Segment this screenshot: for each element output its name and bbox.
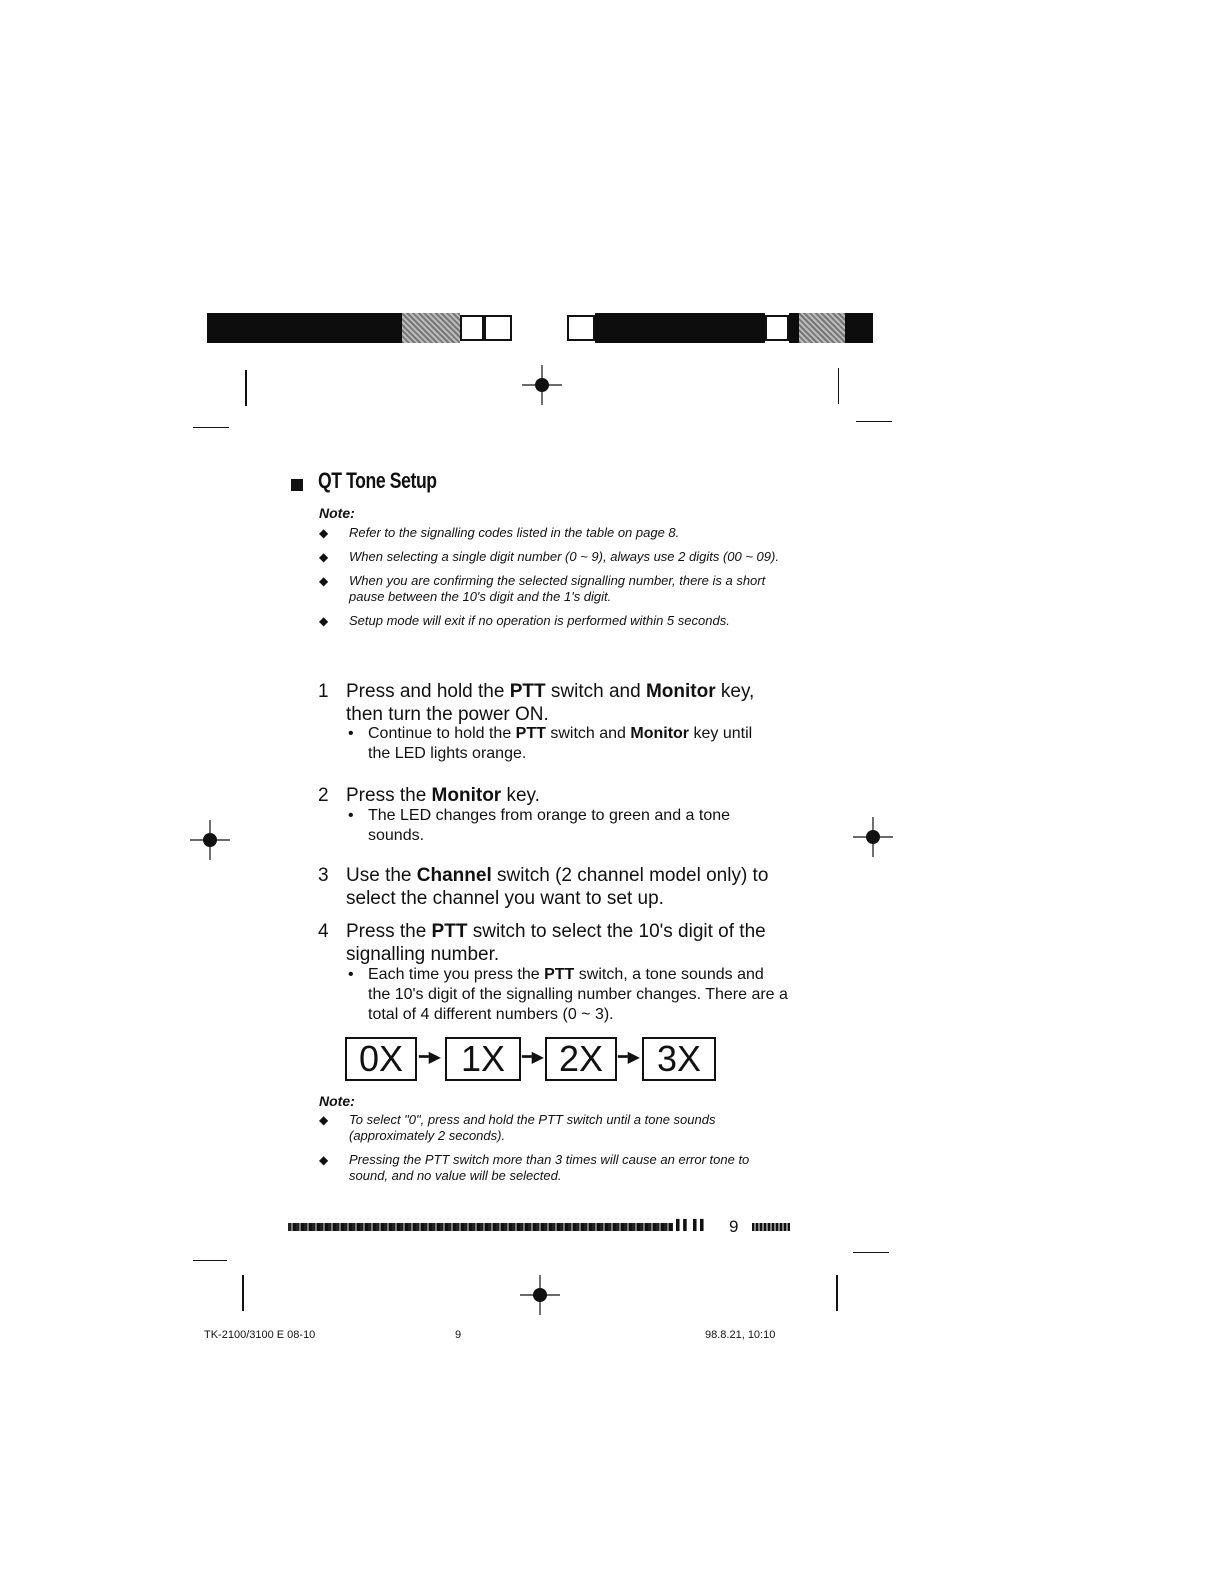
registration-mark-icon (520, 1275, 560, 1315)
digit-box: 1X (445, 1037, 521, 1081)
diamond-bullet-icon: ◆ (319, 574, 329, 588)
crop-mark (836, 1275, 838, 1311)
footer-marks: ▌▌ ▌▌ (676, 1220, 708, 1231)
diamond-bullet-icon: ◆ (319, 526, 329, 540)
note-item: ◆ Pressing the PTT switch more than 3 times will cause an error tone to sound, and no value will be selected. (319, 1152, 750, 1183)
note-label: Note: (319, 505, 355, 521)
note-item: ◆ Refer to the signalling codes listed in the table on page 8. (319, 525, 680, 540)
note-item: ◆ To select "0", press and hold the PTT switch until a tone sounds (approximately 2 seconds). (319, 1112, 716, 1143)
registration-mark-icon (853, 817, 893, 857)
digit-box: 2X (545, 1037, 617, 1081)
slug-left: TK-2100/3100 E 08-10 (204, 1329, 316, 1341)
digit-box: 0X (345, 1037, 417, 1081)
step-number: 4 (318, 921, 329, 942)
step-number: 1 (318, 681, 329, 702)
bullet-dot-icon: • (348, 725, 354, 742)
diamond-bullet-icon: ◆ (319, 550, 329, 564)
note-label: Note: (319, 1093, 355, 1109)
arrow-right-icon: ━▶ (522, 1049, 544, 1066)
section-title: QT Tone Setup (318, 468, 437, 493)
arrow-right-icon: ━▶ (419, 1049, 441, 1066)
step-number: 2 (318, 785, 329, 806)
step-text: Press the Monitor key. (346, 785, 540, 806)
section-bullet-icon (291, 479, 303, 491)
digit-box: 3X (642, 1037, 716, 1081)
diamond-bullet-icon: ◆ (319, 1153, 329, 1167)
slug-center: 9 (455, 1329, 462, 1341)
crop-mark (245, 370, 247, 406)
diamond-bullet-icon: ◆ (319, 1113, 329, 1127)
footer-rule (288, 1223, 673, 1231)
crop-mark (242, 1275, 244, 1311)
bullet-dot-icon: • (348, 966, 354, 983)
registration-mark-icon (522, 365, 562, 405)
step-number: 3 (318, 865, 329, 886)
note-item: ◆ Setup mode will exit if no operation is performed within 5 seconds. (319, 613, 730, 628)
crop-mark (193, 1260, 227, 1261)
bullet-dot-icon: • (348, 807, 354, 824)
step-text: Press the PTT switch to select the 10's digit of the signalling number. (346, 921, 766, 965)
arrow-right-icon: ━▶ (618, 1049, 640, 1066)
crop-mark (856, 421, 892, 422)
step-text: Use the Channel switch (2 channel model only) to select the channel you want to set up. (346, 865, 769, 909)
slug-right: 98.8.21, 10:10 (705, 1329, 776, 1341)
page-number: 9 (729, 1217, 739, 1236)
note-list (319, 1112, 794, 1192)
note-item: ◆ When you are confirming the selected signalling number, there is a short pause between the 10's digit and the 1's digit. (319, 573, 766, 604)
step-text: Press and hold the PTT switch and Monitor key, then turn the power ON. (346, 681, 755, 725)
registration-mark-icon (190, 820, 230, 860)
crop-mark (853, 1252, 889, 1253)
footer-marks (752, 1223, 790, 1231)
diamond-bullet-icon: ◆ (319, 614, 329, 628)
note-item: ◆ When selecting a single digit number (0 ~ 9), always use 2 digits (00 ~ 09). (319, 549, 779, 564)
crop-mark (838, 368, 839, 404)
note-list (319, 525, 799, 637)
crop-mark (193, 427, 229, 428)
